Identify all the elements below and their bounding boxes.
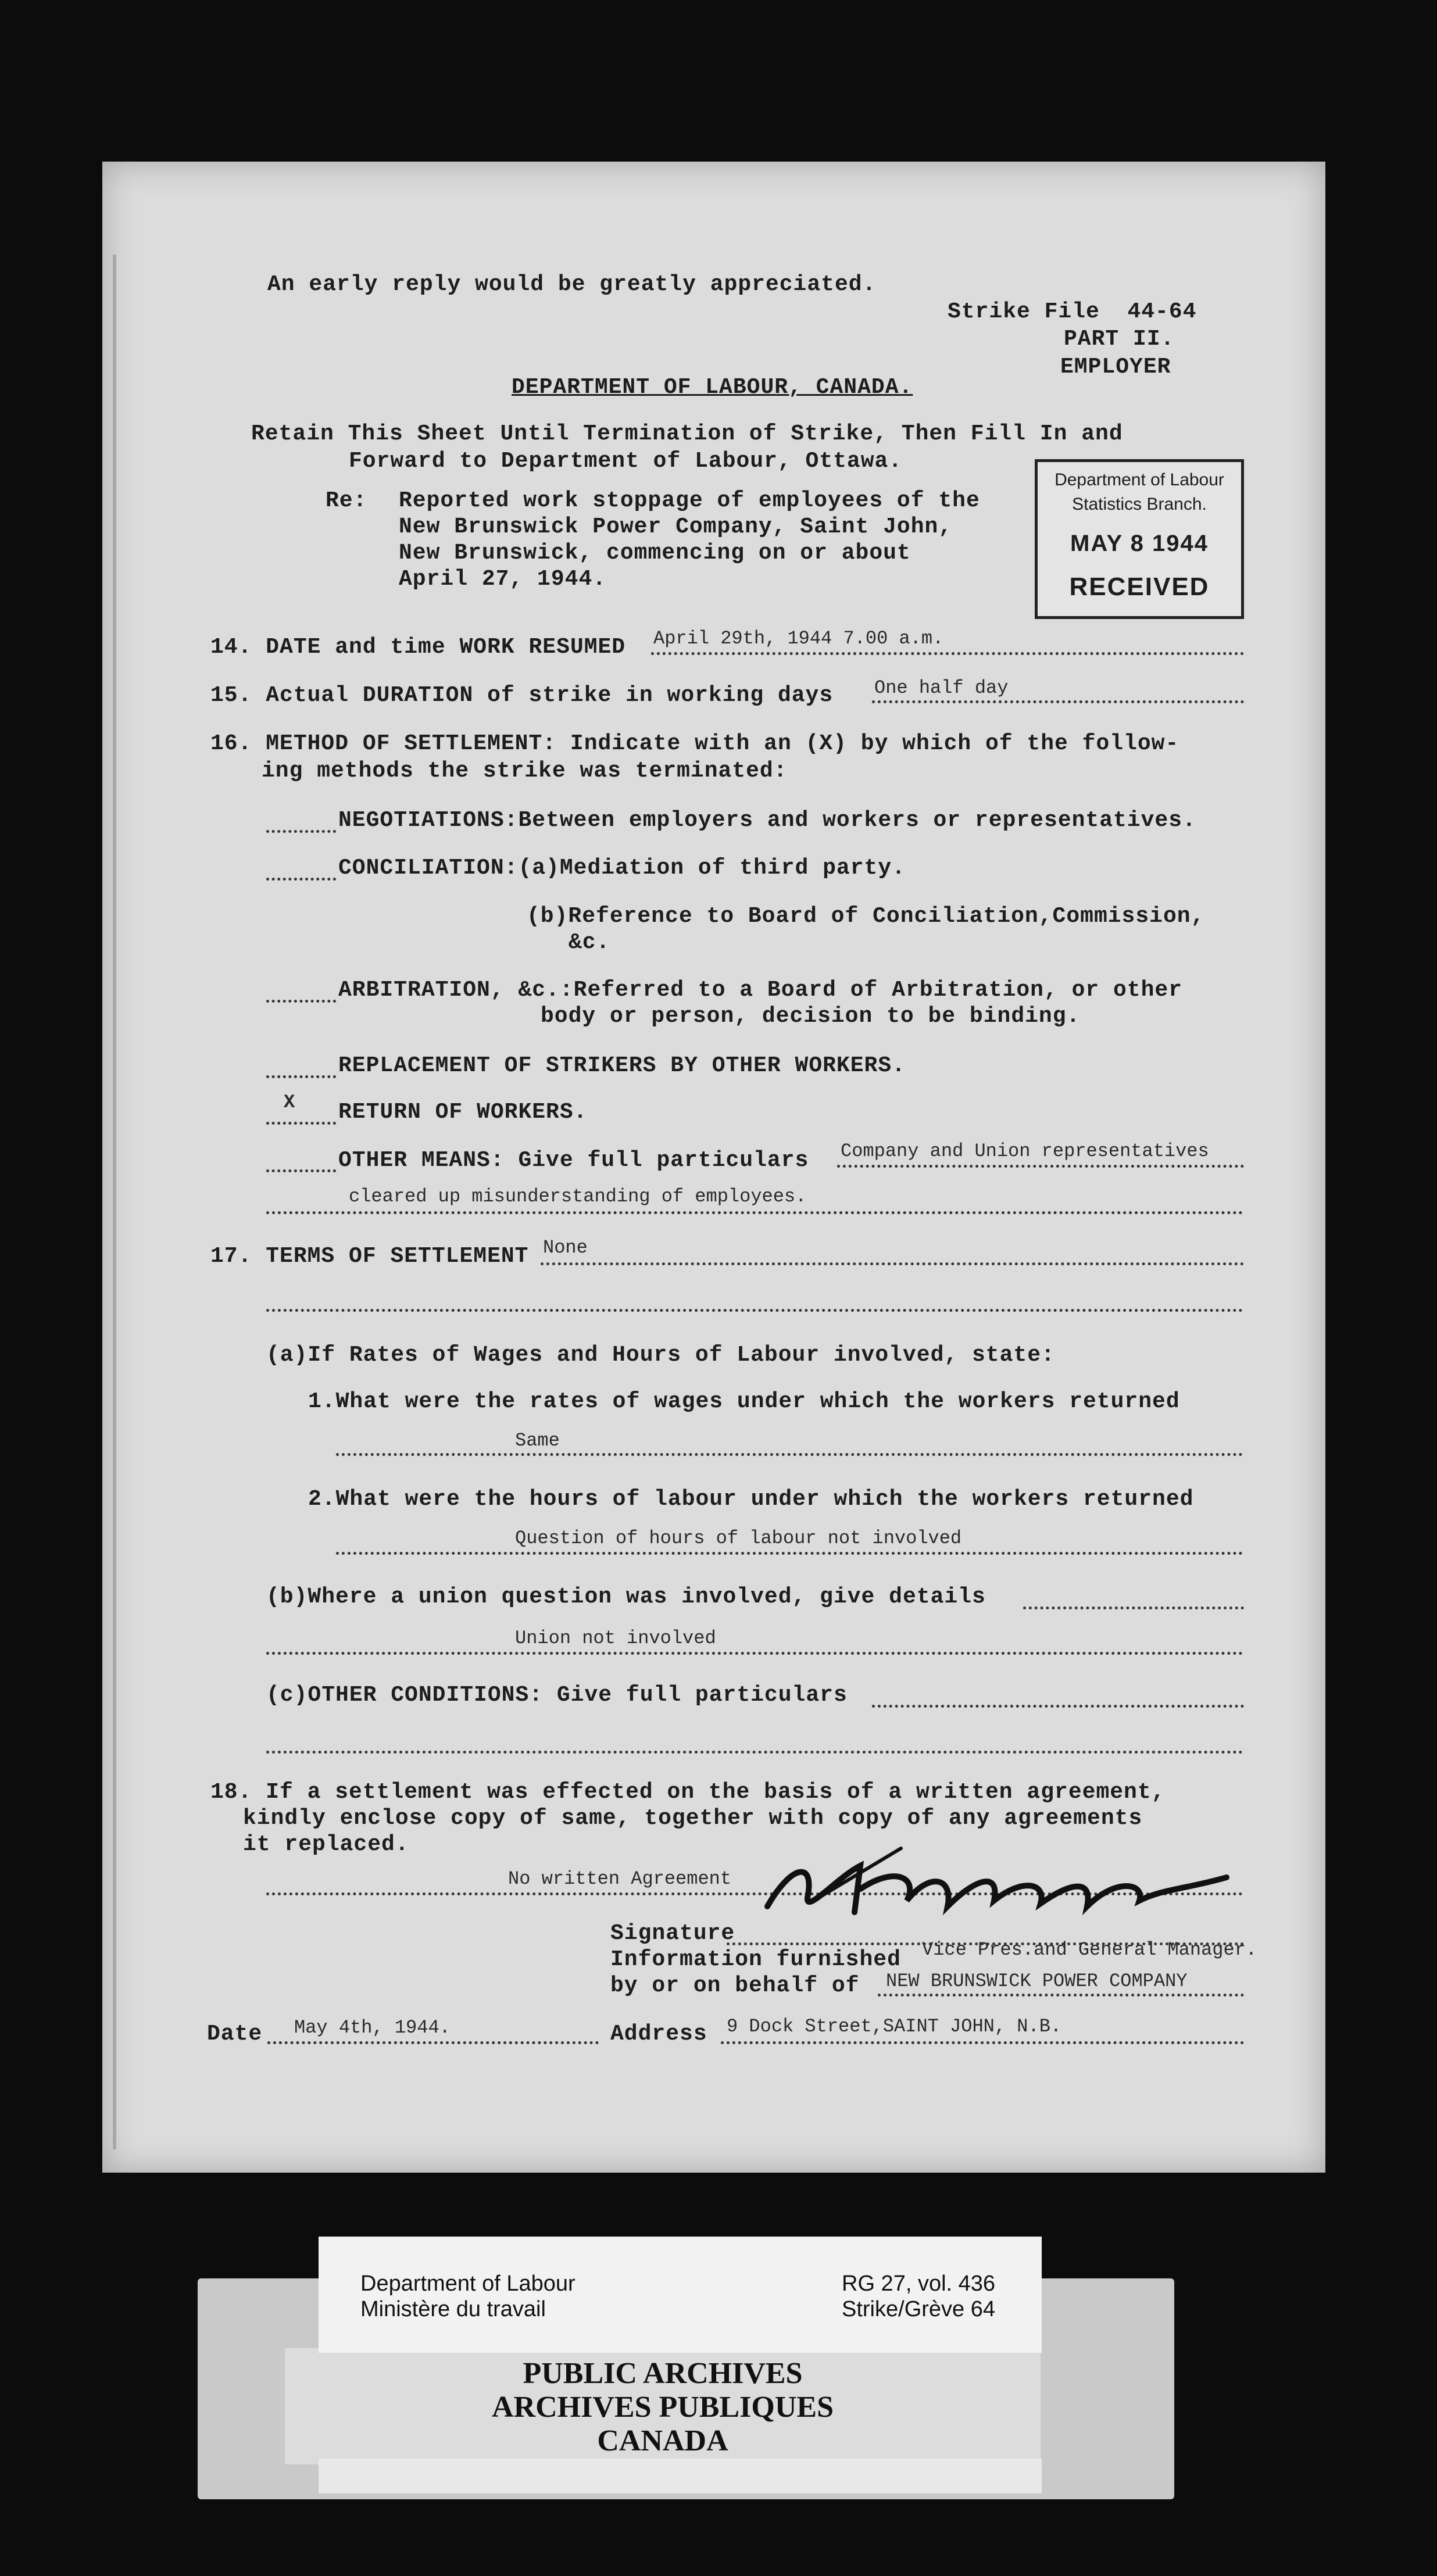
q17-c-label: (c)OTHER CONDITIONS: Give full particulars bbox=[266, 1683, 848, 1708]
info-furnished-value: Vice Pres.and General Manager. bbox=[922, 1939, 1257, 1960]
q16-label-1: 16. METHOD OF SETTLEMENT: Indicate with an (X) by which of the follow- bbox=[210, 731, 1179, 756]
q17-dotted-1 bbox=[541, 1262, 1244, 1265]
negotiations-checkbox bbox=[266, 830, 336, 833]
archives-line-2: ARCHIVES PUBLIQUES bbox=[491, 2391, 834, 2424]
department-title: DEPARTMENT OF LABOUR, CANADA. bbox=[512, 375, 913, 400]
strike-file-number: Strike File 44-64 bbox=[948, 299, 1197, 324]
behalf-label: by or on behalf of bbox=[610, 1973, 860, 1998]
q17-value: None bbox=[543, 1237, 588, 1258]
re-label: Re: bbox=[326, 488, 367, 513]
re-line-2: New Brunswick Power Company, Saint John, bbox=[399, 514, 953, 539]
q17-b-label: (b)Where a union question was involved, give details bbox=[266, 1584, 986, 1609]
q17-b-dotted-1 bbox=[1023, 1607, 1244, 1609]
date-value: May 4th, 1944. bbox=[294, 2017, 451, 2038]
part-label: PART II. bbox=[1064, 327, 1175, 352]
q17-a-label: (a)If Rates of Wages and Hours of Labour involved, state: bbox=[266, 1343, 1055, 1368]
stamp-line-1: Department of Labour bbox=[1054, 470, 1224, 489]
q17-c-dotted-2 bbox=[266, 1751, 1243, 1754]
other-means-value-2: cleared up misunderstanding of employees. bbox=[349, 1186, 807, 1207]
stamp-line-2: Statistics Branch. bbox=[1072, 495, 1207, 514]
conciliation-b-line-2: &c. bbox=[569, 930, 610, 955]
q17-dotted-2 bbox=[266, 1309, 1243, 1312]
arbitration-checkbox bbox=[266, 1000, 336, 1003]
address-value: 9 Dock Street,SAINT JOHN, N.B. bbox=[727, 2016, 1062, 2037]
conciliation-checkbox bbox=[266, 878, 336, 881]
q17-b-dotted-2 bbox=[266, 1652, 1243, 1655]
q17-a1-label: 1.What were the rates of wages under which the workers returned bbox=[308, 1389, 1180, 1414]
retain-instruction-1: Retain This Sheet Until Termination of Strike, Then Fill In and bbox=[251, 421, 1123, 446]
label-dept-fr: Ministère du travail bbox=[360, 2297, 546, 2321]
replacement-checkbox bbox=[266, 1075, 336, 1078]
label-ref-2: Strike/Grève 64 bbox=[842, 2297, 995, 2321]
return-x-mark: X bbox=[284, 1092, 295, 1113]
archive-tray-front bbox=[285, 2348, 1041, 2464]
behalf-value: NEW BRUNSWICK POWER COMPANY bbox=[886, 1970, 1188, 1992]
re-line-3: New Brunswick, commencing on or about bbox=[399, 541, 911, 566]
behalf-dotted bbox=[878, 1994, 1244, 1997]
label-dept-en: Department of Labour bbox=[360, 2271, 575, 2296]
re-line-4: April 27, 1944. bbox=[399, 567, 607, 592]
other-means-dotted-1 bbox=[837, 1165, 1244, 1168]
arbitration-line-2: body or person, decision to be binding. bbox=[541, 1004, 1081, 1029]
replacement-option: REPLACEMENT OF STRIKERS BY OTHER WORKERS. bbox=[338, 1053, 906, 1078]
q17-label: 17. TERMS OF SETTLEMENT bbox=[210, 1244, 529, 1269]
arbitration-line-1: ARBITRATION, &c.:Referred to a Board of Arbitration, or other bbox=[338, 978, 1183, 1003]
handwritten-signature bbox=[744, 1842, 1250, 1924]
q16-label-2: ing methods the strike was terminated: bbox=[262, 759, 788, 783]
q14-value: April 29th, 1944 7.00 a.m. bbox=[653, 628, 944, 649]
employer-label: EMPLOYER bbox=[1060, 355, 1171, 380]
q14-label: 14. DATE and time WORK RESUMED bbox=[210, 635, 626, 660]
q18-line-1: 18. If a settlement was effected on the basis of a written agreement, bbox=[210, 1780, 1166, 1805]
return-checkbox bbox=[266, 1122, 336, 1125]
other-means-value-1: Company and Union representatives bbox=[841, 1140, 1209, 1162]
address-label: Address bbox=[610, 2022, 707, 2047]
archive-tray-bottom bbox=[319, 2459, 1042, 2493]
q15-label: 15. Actual DURATION of strike in working days bbox=[210, 683, 834, 708]
q14-dotted-line bbox=[651, 652, 1244, 655]
q17-a1-value: Same bbox=[515, 1430, 560, 1451]
conciliation-a-option: CONCILIATION:(a)Mediation of third party. bbox=[338, 856, 906, 881]
stamp-received: RECEIVED bbox=[1069, 573, 1210, 601]
q17-c-dotted-1 bbox=[872, 1705, 1244, 1708]
q18-line-2: kindly enclose copy of same, together with copy of any agreements bbox=[243, 1806, 1143, 1831]
negotiations-option: NEGOTIATIONS:Between employers and workers or representatives. bbox=[338, 808, 1196, 833]
q17-a1-dotted bbox=[336, 1453, 1243, 1456]
q18-line-3: it replaced. bbox=[243, 1832, 409, 1857]
signature-label: Signature bbox=[610, 1921, 735, 1946]
early-reply-note: An early reply would be greatly appreciated. bbox=[267, 272, 877, 297]
date-label: Date bbox=[207, 2022, 263, 2047]
received-stamp bbox=[1035, 459, 1244, 619]
other-means-checkbox bbox=[266, 1169, 336, 1172]
other-means-dotted-2 bbox=[266, 1211, 1243, 1214]
conciliation-b-line-1: (b)Reference to Board of Conciliation,Commission, bbox=[527, 904, 1205, 929]
archive-label-card bbox=[319, 2237, 1042, 2353]
q17-a2-label: 2.What were the hours of labour under which the workers returned bbox=[308, 1487, 1194, 1512]
address-dotted bbox=[721, 2041, 1244, 2044]
q17-a2-value: Question of hours of labour not involved bbox=[515, 1527, 962, 1549]
date-dotted bbox=[267, 2041, 599, 2044]
q15-dotted-line bbox=[872, 700, 1244, 703]
q17-b-value: Union not involved bbox=[515, 1627, 716, 1649]
retain-instruction-2: Forward to Department of Labour, Ottawa. bbox=[349, 449, 903, 474]
q15-value: One half day bbox=[874, 677, 1009, 699]
label-ref-1: RG 27, vol. 436 bbox=[842, 2271, 996, 2296]
archives-line-3: CANADA bbox=[597, 2424, 728, 2457]
stamp-date: MAY 8 1944 bbox=[1070, 531, 1209, 556]
re-line-1: Reported work stoppage of employees of the bbox=[399, 488, 980, 513]
archives-line-1: PUBLIC ARCHIVES bbox=[523, 2357, 803, 2390]
return-option: RETURN OF WORKERS. bbox=[338, 1100, 588, 1125]
other-means-label: OTHER MEANS: Give full particulars bbox=[338, 1148, 809, 1173]
q17-a2-dotted bbox=[336, 1552, 1243, 1555]
info-furnished-label: Information furnished bbox=[610, 1947, 901, 1972]
q18-value: No written Agreement bbox=[508, 1868, 732, 1890]
